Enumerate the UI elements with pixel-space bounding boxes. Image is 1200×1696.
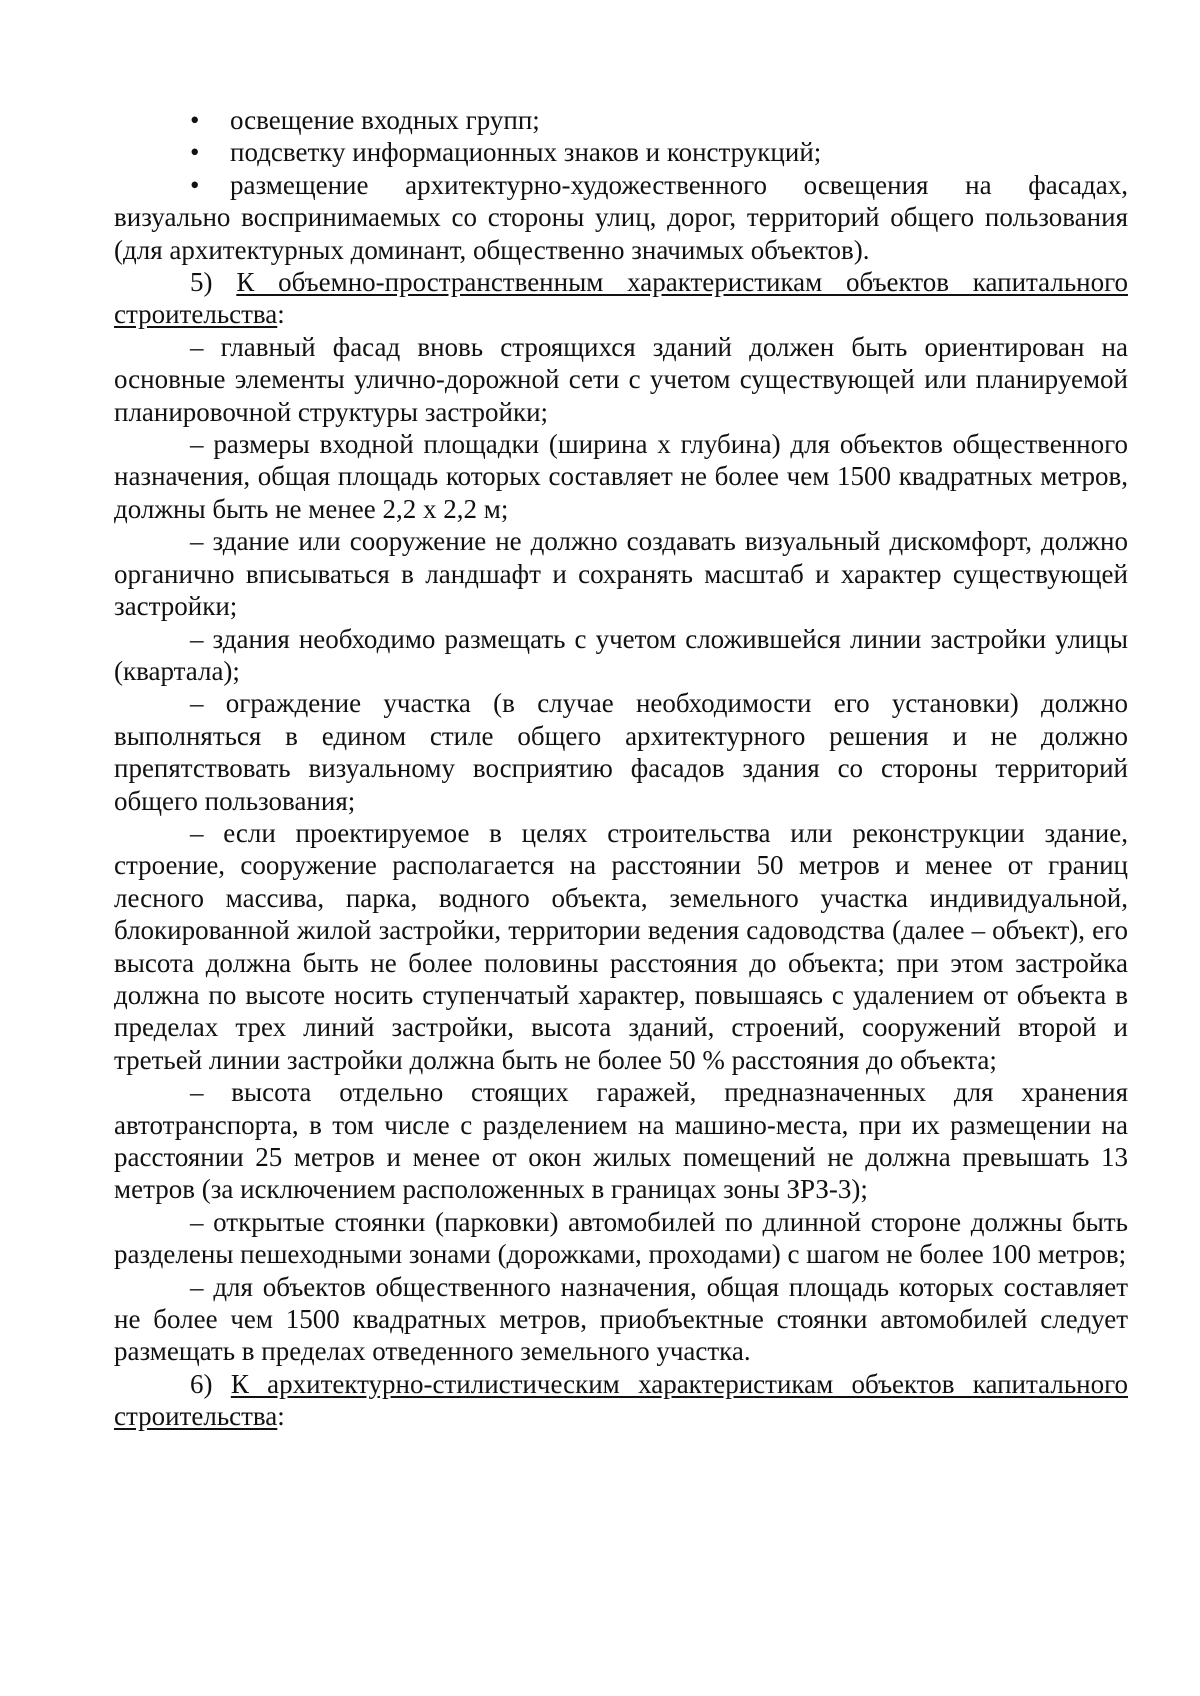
section-number: 6) [190, 1368, 213, 1399]
section-title-suffix: : [277, 1401, 285, 1432]
bullet-item [114, 136, 1128, 168]
requirement-item: – здание или сооружение не должно создавать визуальный дискомфорт, должно органично вписываться в ландшафт и сохранять масштаб и характер существующей застройки; [114, 526, 1128, 622]
requirement-item: – главный фасад вновь строящихся зданий должен быть ориентирован на основные элементы улично-дорожной сети с учетом существующей или планируемой планировочной структуры застройки; [114, 331, 1128, 427]
section-title-suffix: : [277, 299, 285, 330]
requirement-item: – высота отдельно стоящих гаражей, предназначенных для хранения автотранспорта, в том числе с разделением на машино-места, при их размещении на расстоянии 25 метров и менее от окон жилых помещений не должна превышать 13 метров (за исключением расположенных в границах зоны ЗРЗ-3); [114, 1077, 1128, 1205]
section-title: К объемно-пространственным характеристикам объектов капитального строительства [114, 267, 1129, 330]
requirement-item: – размеры входной площадки (ширина х глубина) для объектов общественного назначения, общая площадь которых составляет не более чем 1500 квадратных метров, должны быть не менее 2,2 х 2,2 м; [114, 429, 1128, 524]
bullet-item [114, 104, 1128, 136]
bullet-text: размещение архитектурно-художественного освещения на фасадах, визуально воспринимаемых со стороны улиц, дорог, территорий общего пользования (для архитектурных доминант, общественно значимых объектов). [114, 169, 1128, 265]
requirement-item: – ограждение участка (в случае необходимости его установки) должно выполняться в едином стиле общего архитектурного решения и не должно препятствовать визуальному восприятию фасадов здания со стороны территорий общего пользования; [114, 688, 1128, 816]
section-title: К архитектурно-стилистическим характеристикам объектов капитального строительства [114, 1368, 1128, 1432]
bullet-text: освещение входных групп; [230, 105, 540, 135]
bullet-dot-icon: • [190, 169, 200, 200]
bullet-item [114, 169, 1128, 266]
document-page [114, 104, 1128, 1433]
section-heading-6 [114, 1368, 1128, 1433]
section-number: 5) [190, 267, 213, 298]
requirement-item: – здания необходимо размещать с учетом сложившейся линии застройки улицы (квартала); [114, 623, 1128, 686]
bullet-dot-icon: • [190, 137, 200, 168]
section-heading-5 [114, 266, 1128, 331]
bullet-dot-icon: • [190, 105, 200, 135]
requirement-item: – если проектируемое в целях строительства или реконструкции здание, строение, сооружение располагается на расстоянии 50 метров и менее от границ лесного массива, парка, водного объекта, земельного участка индивидуальной, блокированной жилой застройки, территории ведения садоводства (далее – объект), его высота должна быть не более половины расстояния до объекта; при этом застройка должна по высоте носить ступенчатый характер, повышаясь с удалением от объекта в пределах трех линий застройки, высота зданий, строений, сооружений второй и третьей линии застройки должна быть не более 50 % расстояния до объекта; [114, 817, 1128, 1075]
bullet-text: подсветку информационных знаков и конструкций; [230, 137, 822, 168]
requirement-item: – для объектов общественного назначения, общая площадь которых составляет не более чем 1500 квадратных метров, приобъектные стоянки автомобилей следует размещать в пределах отведенного земельного участка. [114, 1271, 1128, 1367]
requirement-item: – открытые стоянки (парковки) автомобилей по длинной стороне должны быть разделены пешеходными зонами (дорожками, проходами) с шагом не более 100 метров; [114, 1206, 1128, 1270]
